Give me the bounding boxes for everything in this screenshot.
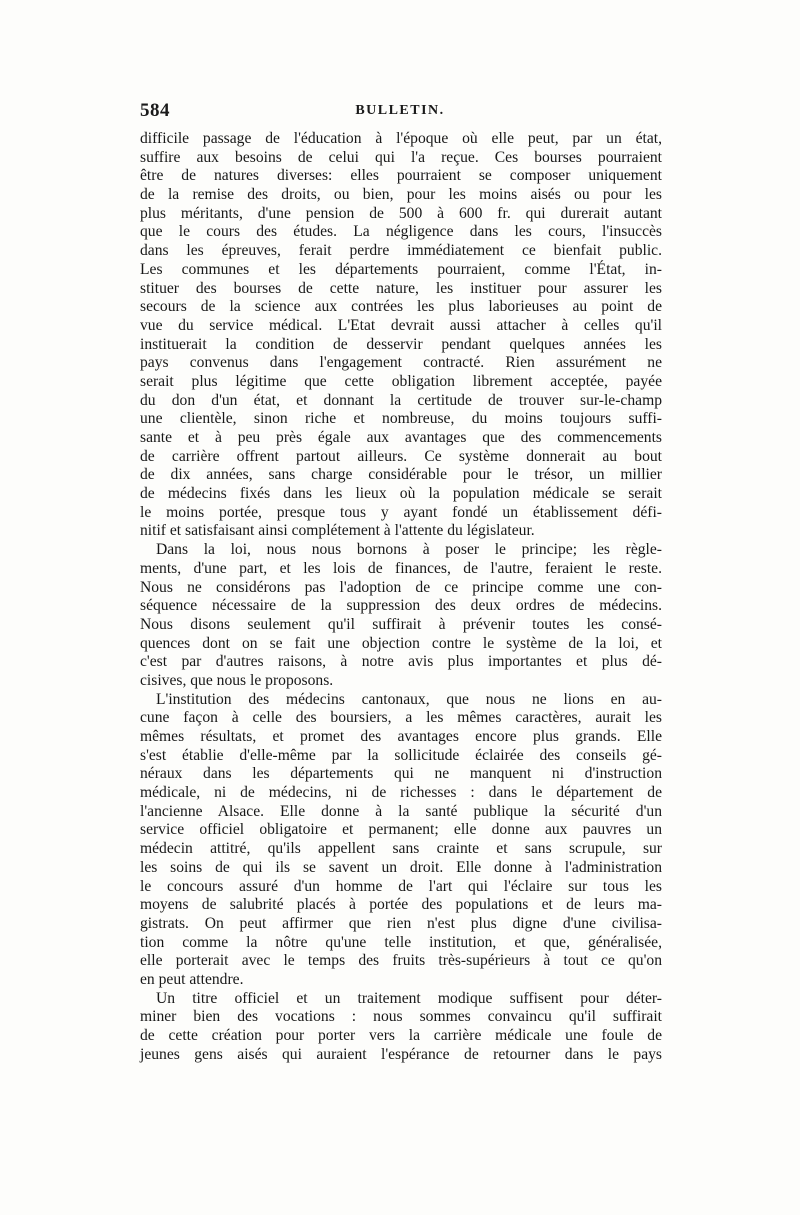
- text-line: elle porterait avec le temps des fruits très-supérieurs à tout ce qu'on: [140, 952, 662, 970]
- text-line: cisives, que nous le proposons.: [140, 671, 334, 689]
- text-line: difficile passage de l'éducation à l'époque où elle peut, par un état,: [140, 130, 662, 147]
- text-line: Les communes et les départements pourraient, comme l'État, in-: [140, 260, 662, 278]
- text-line: plus méritants, d'une pension de 500 à 600 fr. qui durerait autant: [140, 204, 662, 222]
- text-line: de la remise des droits, ou bien, pour les moins aisés ou pour les: [140, 186, 662, 204]
- text-line: de dix années, sans charge considérable pour le trésor, un millier: [140, 466, 662, 484]
- text-line: Nous ne considérons pas l'adoption de ce principe comme une con-: [140, 578, 662, 596]
- text-line: gistrats. On peut affirmer que rien n'est plus digne d'une civilisa-: [140, 914, 662, 932]
- text-line: médecin attitré, qu'ils appellent sans crainte et sans scrupule, sur: [140, 840, 662, 858]
- text-line: néraux dans les départements qui ne manquent ni d'instruction: [140, 765, 662, 783]
- text-line: L'institution des médecins cantonaux, que nous ne lions en au-: [156, 690, 662, 708]
- text-line: service officiel obligatoire et permanent; elle donne aux pauvres un: [140, 821, 662, 839]
- text-line: c'est par d'autres raisons, à notre avis plus importantes et plus dé-: [140, 653, 662, 671]
- text-line: sante et à peu près égale aux avantages que des commencements: [140, 429, 662, 446]
- text-line: moyens de salubrité placés à portée des populations et de leurs ma-: [140, 896, 662, 914]
- text-line: mêmes résultats, et promet des avantages encore plus grands. Elle: [140, 728, 662, 745]
- text-line: séquence nécessaire de la suppression des deux ordres de médecins.: [140, 597, 662, 615]
- text-line: dans les épreuves, ferait perdre immédiatement ce bienfait public.: [140, 242, 662, 260]
- page-header: [140, 100, 660, 124]
- text-line: pays convenus dans l'engagement contracté. Rien assurément ne: [140, 354, 662, 372]
- running-head: BULLETIN.: [355, 103, 445, 118]
- text-line: de médecins fixés dans les lieux où la population médicale se serait: [140, 485, 662, 503]
- text-line: Nous disons seulement qu'il suffirait à prévenir toutes les consé-: [140, 615, 662, 633]
- text-line: quences dont on se fait une objection contre le système de la loi, et: [140, 634, 662, 652]
- text-line: Dans la loi, nous nous bornons à poser le principe; les règle-: [156, 541, 662, 559]
- text-line: que le cours des études. La négligence dans les cours, l'insuccès: [140, 223, 662, 241]
- body-text: [140, 130, 662, 1064]
- text-line: serait plus légitime que cette obligation librement acceptée, payée: [140, 372, 662, 390]
- text-line: instituerait la condition de desservir pendant quelques années les: [140, 335, 662, 353]
- page-number: 584: [140, 100, 170, 121]
- text-line: médicale, ni de médecins, ni de richesses : dans le département de: [140, 784, 662, 802]
- text-line: tion comme la nôtre qu'une telle institution, et que, généralisée,: [140, 933, 662, 951]
- text-line: de carrière offrent partout ailleurs. Ce système donnerait au bout: [140, 447, 662, 465]
- text-line: vue du service médical. L'Etat devrait aussi attacher à celles qu'il: [140, 316, 662, 334]
- text-line: nitif et satisfaisant ainsi complétement à l'attente du législateur.: [140, 522, 535, 540]
- text-line: stituer des bourses de cette nature, les instituer pour assurer les: [140, 279, 662, 297]
- text-line: une clientèle, sinon riche et nombreuse, du moins toujours suffi-: [140, 410, 662, 428]
- text-line: les soins de qui ils se savent un droit. Elle donne à l'administration: [140, 858, 662, 876]
- text-line: le concours assuré d'un homme de l'art qui l'éclaire sur tous les: [140, 877, 662, 895]
- text-line: le moins portée, presque tous y ayant fondé un établissement défi-: [140, 503, 662, 521]
- text-line: miner bien des vocations : nous sommes convaincu qu'il suffirait: [140, 1008, 662, 1026]
- text-line: en peut attendre.: [140, 970, 244, 988]
- text-line: de cette création pour porter vers la carrière médicale une foule de: [140, 1027, 662, 1044]
- text-line: ments, d'une part, et les lois de finances, de l'autre, feraient le reste.: [140, 559, 662, 577]
- text-line: cune façon à celle des boursiers, a les mêmes caractères, aurait les: [140, 709, 662, 727]
- text-line: s'est établie d'elle-même par la sollicitude éclairée des conseils gé-: [140, 746, 662, 764]
- text-line: jeunes gens aisés qui auraient l'espérance de retourner dans le pays: [140, 1045, 662, 1063]
- text-line: l'ancienne Alsace. Elle donne à la santé publique la sécurité d'un: [140, 802, 662, 820]
- text-line: suffire aux besoins de celui qui l'a reçue. Ces bourses pourraient: [140, 148, 662, 166]
- text-line: Un titre officiel et un traitement modique suffisent pour déter-: [156, 989, 662, 1007]
- text-line: secours de la science aux contrées les plus laborieuses au point de: [140, 298, 662, 316]
- text-line: être de natures diverses: elles pourraient se composer uniquement: [140, 167, 662, 185]
- text-line: du don d'un état, et donnant la certitude de trouver sur-le-champ: [140, 391, 662, 409]
